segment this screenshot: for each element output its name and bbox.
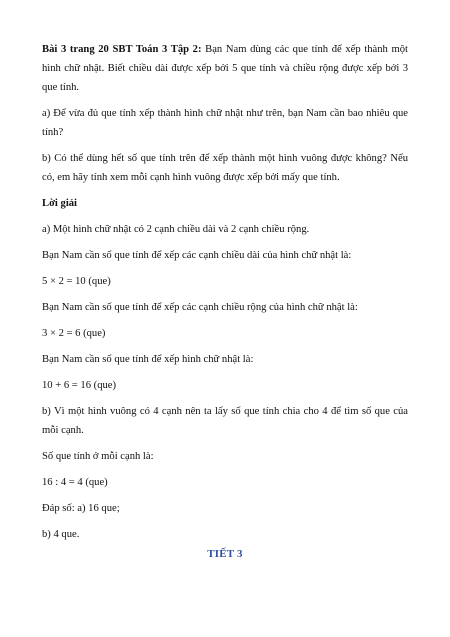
solution-line: Bạn Nam cần số que tính để xếp các cạnh chiều dài của hình chữ nhật là: [42,250,352,261]
solution-line: 10 + 6 = 16 (que) [42,380,117,391]
problem-statement [42,40,408,97]
problem-label: Bài 3 trang 20 SBT Toán 3 Tập 2: [42,44,202,55]
problem-text: Bạn Nam dùng các que tính để xếp thành một hình chữ nhật. Biết chiều dài được xếp bởi 5 que tính và chiều rộng được xếp bởi 3 que tính. [42,44,408,93]
solution-line: 5 × 2 = 10 (que) [42,276,111,287]
question-b: b) Có thể dùng hết số que tính trên để xếp thành một hình vuông được không? Nếu có, em hãy tính xem mỗi cạnh hình vuông được xếp bởi mấy que tính. [42,153,408,183]
solution-line: b) 4 que. [42,529,80,540]
solution-line: 16 : 4 = 4 (que) [42,477,108,488]
solution-line: 3 × 2 = 6 (que) [42,328,106,339]
solution-heading: Lời giải [42,198,78,209]
solution-line: b) Vì một hình vuông có 4 cạnh nên ta lấy số que tính chia cho 4 để tìm số que của mỗi cạnh. [42,406,408,436]
solution-line: a) Một hình chữ nhật có 2 cạnh chiều dài và 2 cạnh chiều rộng. [42,224,310,235]
solution-line: Bạn Nam cần số que tính để xếp hình chữ nhật là: [42,354,254,365]
section-title: TIẾT 3 [207,548,243,560]
question-a: a) Để vừa đủ que tính xếp thành hình chữ nhật như trên, bạn Nam cần bao nhiêu que tính? [42,108,408,138]
solution-line: Bạn Nam cần số que tính để xếp các cạnh chiều rộng của hình chữ nhật là: [42,302,358,313]
solution-line: Số que tính ở mỗi cạnh là: [42,451,154,462]
solution-line: Đáp số: a) 16 que; [42,503,120,514]
